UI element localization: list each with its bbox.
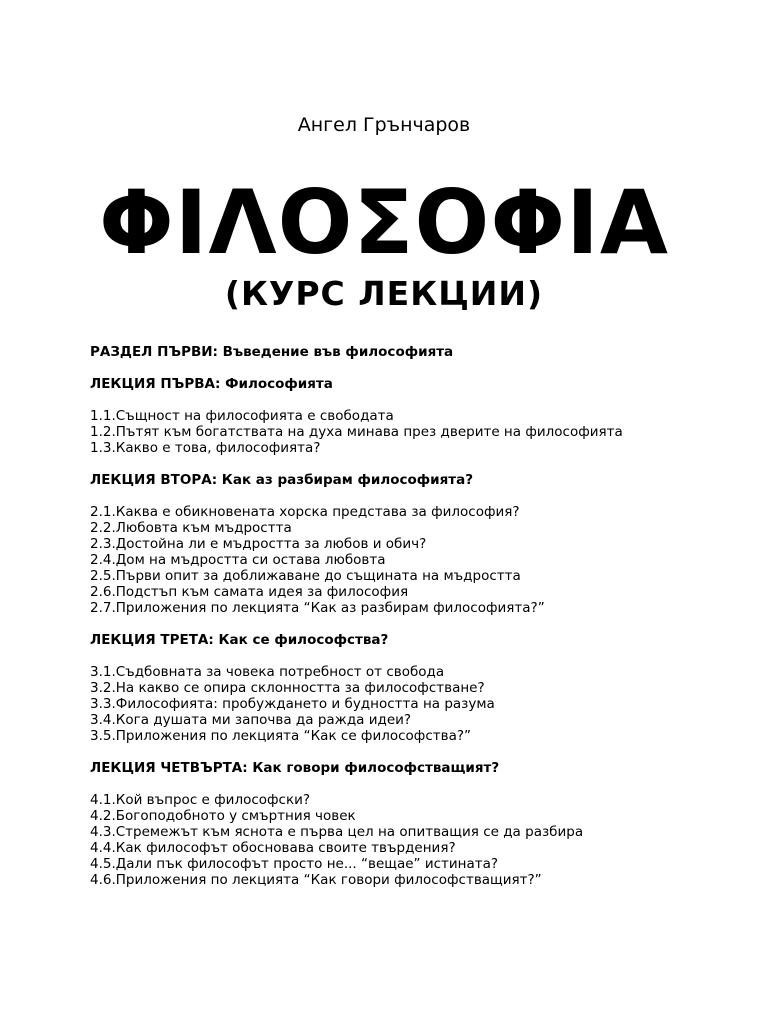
- lecture-item-list: [90, 664, 730, 744]
- lecture-item: 1.3.Какво е това, философията?: [90, 440, 321, 456]
- lecture-item: 3.3.Философията: пробуждането и будността на разума: [90, 696, 495, 712]
- lecture-item: 2.4.Дом на мъдростта си остава любовта: [90, 552, 386, 568]
- book-subtitle: (КУРС ЛЕКЦИИ): [224, 274, 544, 313]
- lecture-1: [90, 376, 730, 456]
- book-title: ΦΙΛΟΣΟΦΙΑ: [98, 171, 670, 274]
- lecture-heading: ЛЕКЦИЯ ВТОРА: Как аз разбирам философията?: [90, 472, 474, 488]
- lecture-item: 1.1.Същност на философията е свободата: [90, 408, 394, 424]
- lecture-heading: ЛЕКЦИЯ ТРЕТА: Как се философства?: [90, 632, 389, 648]
- lecture-item-list: [90, 792, 730, 888]
- lecture-item: 3.4.Кога душата ми започва да ражда идеи?: [90, 712, 412, 728]
- lecture-4: [90, 760, 730, 888]
- lecture-item: 2.5.Първи опит за доближаване до същината на мъдростта: [90, 568, 521, 584]
- author-name: Ангел Грънчаров: [297, 114, 471, 136]
- lecture-2: [90, 472, 730, 616]
- lecture-item: 2.7.Приложения по лекцията “Как аз разбирам философията?”: [90, 600, 545, 616]
- lecture-item: 4.6.Приложения по лекцията “Как говори философстващият?”: [90, 872, 542, 888]
- lecture-item: 3.1.Съдбовната за човека потребност от свобода: [90, 664, 445, 680]
- lecture-item: 2.2.Любовта към мъдростта: [90, 520, 292, 536]
- lecture-item: 4.4.Как философът обосновава своите твърдения?: [90, 840, 456, 856]
- lecture-item-list: [90, 504, 730, 616]
- lecture-heading: ЛЕКЦИЯ ЧЕТВЪРТА: Как говори философстващият?: [90, 760, 500, 776]
- lecture-item: 3.5.Приложения по лекцията “Как се философства?”: [90, 728, 472, 744]
- lecture-item: 4.1.Кой въпрос е философски?: [90, 792, 311, 808]
- lecture-item: 2.6.Подстъп към самата идея за философия: [90, 584, 409, 600]
- lecture-item: 3.2.На какво се опира склонността за философстване?: [90, 680, 485, 696]
- lecture-3: [90, 632, 730, 744]
- lecture-item: 4.2.Богоподобното у смъртния човек: [90, 808, 356, 824]
- lecture-item: 1.2.Пътят към богатствата на духа минава през дверите на философията: [90, 424, 623, 440]
- lecture-item: 2.1.Каква е обикновената хорска представа за философия?: [90, 504, 520, 520]
- section-heading: РАЗДЕЛ ПЪРВИ: Въведение във философията: [90, 344, 454, 360]
- lecture-heading: ЛЕКЦИЯ ПЪРВА: Философията: [90, 376, 333, 392]
- lecture-item-list: [90, 408, 730, 456]
- lecture-item: 2.3.Достойна ли е мъдростта за любов и обич?: [90, 536, 427, 552]
- table-of-contents: [90, 344, 730, 904]
- lecture-item: 4.3.Стремежът към яснота е първа цел на опитващия се да разбира: [90, 824, 584, 840]
- lecture-item: 4.5.Дали пък философът просто не... “вещае” истината?: [90, 856, 499, 872]
